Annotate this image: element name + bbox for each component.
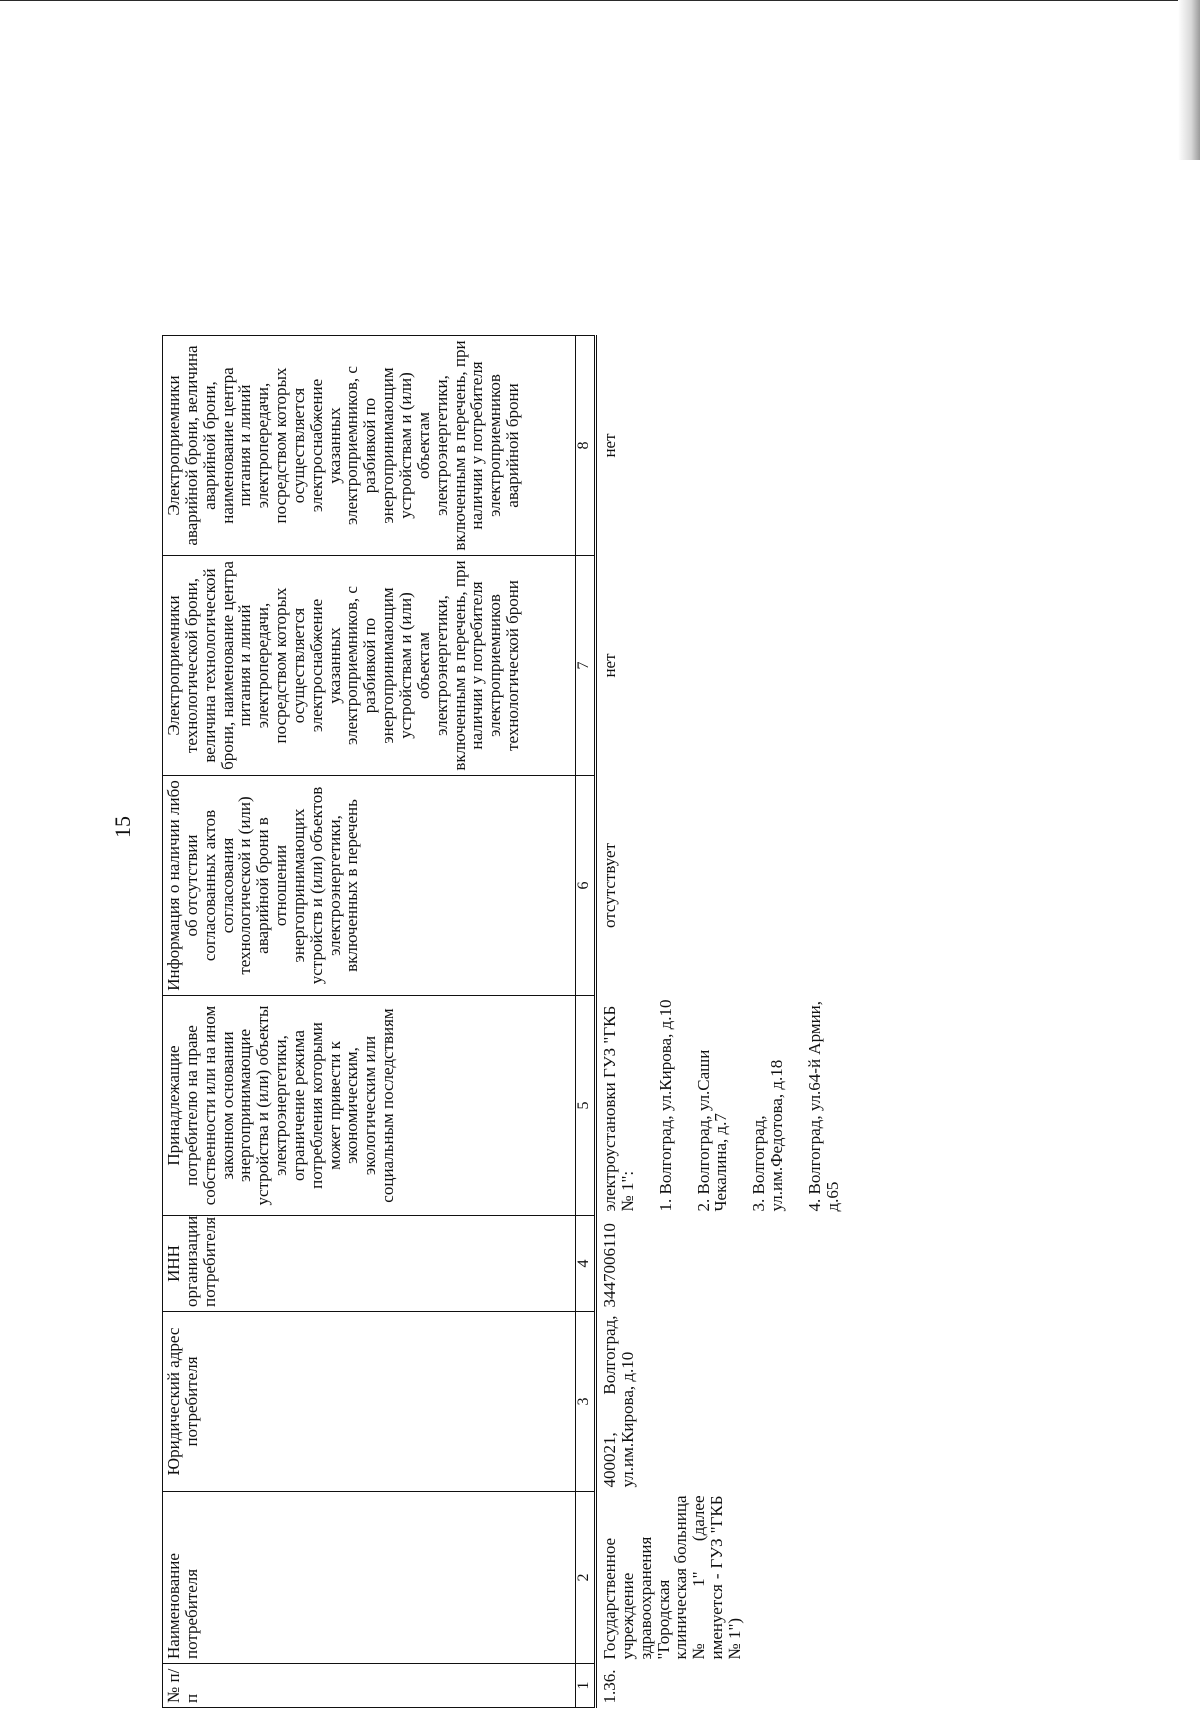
header-col-2: Наименование потребителя — [163, 1492, 576, 1664]
col-number-8: 8 — [576, 336, 596, 556]
header-col-8: Электроприемники аварийной брони, величина аварийной брони, наименование центра питания и линий электропередачи, посредством которых осуществляется электроснабжение указанных электроприемников, с разбивкой по энергопринимающим устройствам и (или) объектам электроэнергетики, включенным в перечень, при наличии у потребителя электроприемников аварийной брони — [163, 336, 576, 556]
col-number-3: 3 — [576, 1312, 596, 1492]
scan-top-edge — [0, 0, 1200, 1]
row-number: 1.36. — [600, 1669, 619, 1704]
consumer-table — [162, 57, 844, 1708]
installations-title: электроустановки ГУЗ "ГКБ № 1": — [600, 1005, 637, 1212]
page-number: 15 — [110, 816, 135, 838]
installation-address-2: 2. Волгоград, ул.Саши Чекалина, д.7 — [693, 1049, 731, 1212]
header-col-6: Информация о наличии либо об отсутствии согласованных актов согласования технологической и (или) аварийной брони в отношении энергопринимающих устройств и (или) объектов электроэнергетики, включенных в перечень — [163, 776, 576, 996]
col-number-spacer — [576, 58, 596, 336]
col-number-4: 4 — [576, 1216, 596, 1312]
header-row — [163, 58, 576, 1708]
header-col-4: ИНН организации потребителя — [163, 1216, 576, 1312]
column-numbers-row — [576, 58, 596, 1708]
rotated-table-container — [162, 58, 1042, 1708]
installation-address-1: 1. Волгоград, ул.Кирова, д.10 — [655, 999, 675, 1212]
tech-reserve: нет — [600, 653, 619, 678]
header-col-3: Юридический адрес потребителя — [163, 1312, 576, 1492]
row-spacer — [596, 58, 844, 336]
consumer-name: Государственное учреждение здравоохранения "Городская клиническая больница № 1" (далее именуется - ГУЗ "ГКБ № 1") — [600, 1495, 744, 1660]
header-col-1: № п/п — [163, 1664, 576, 1708]
acts-info: отсутствует — [600, 842, 619, 929]
col-number-2: 2 — [576, 1492, 596, 1664]
header-col-7: Электроприемники технологической брони, величина технологической брони, наименование центра питания и линий электропередачи, посредством которых осуществляется электроснабжение указанных электроприемников, с разбивкой по энергопринимающим устройствам и (или) объектам электроэнергетики, включенным в перечень, при наличии у потребителя электроприемников технологической брони — [163, 556, 576, 776]
col-number-6: 6 — [576, 776, 596, 996]
consumer-address: 400021, Волгоград, ул.им.Кирова, д.10 — [600, 1315, 637, 1488]
installation-address-3: 3. Волгоград, ул.им.Федотова, д.18 — [749, 1059, 787, 1212]
installation-address-4: 4. Волгоград, ул.64-й Армии, д.65 — [804, 1000, 842, 1212]
header-spacer — [163, 58, 576, 336]
col-number-7: 7 — [576, 556, 596, 776]
header-col-5: Принадлежащие потребителю на праве собственности или на ином законном основании энергопринимающие устройства и (или) объекты электроэнергетики, ограничение режима потребления которыми может привести к экономическим, экологическим или социальным последствиям — [163, 996, 576, 1216]
consumer-inn: 3447006110 — [600, 1223, 619, 1308]
emergency-reserve: нет — [600, 433, 619, 458]
scan-right-edge — [1178, 0, 1200, 160]
table-row — [596, 58, 844, 1708]
col-number-5: 5 — [576, 996, 596, 1216]
installations-cell — [596, 996, 844, 1216]
col-number-1: 1 — [576, 1664, 596, 1708]
